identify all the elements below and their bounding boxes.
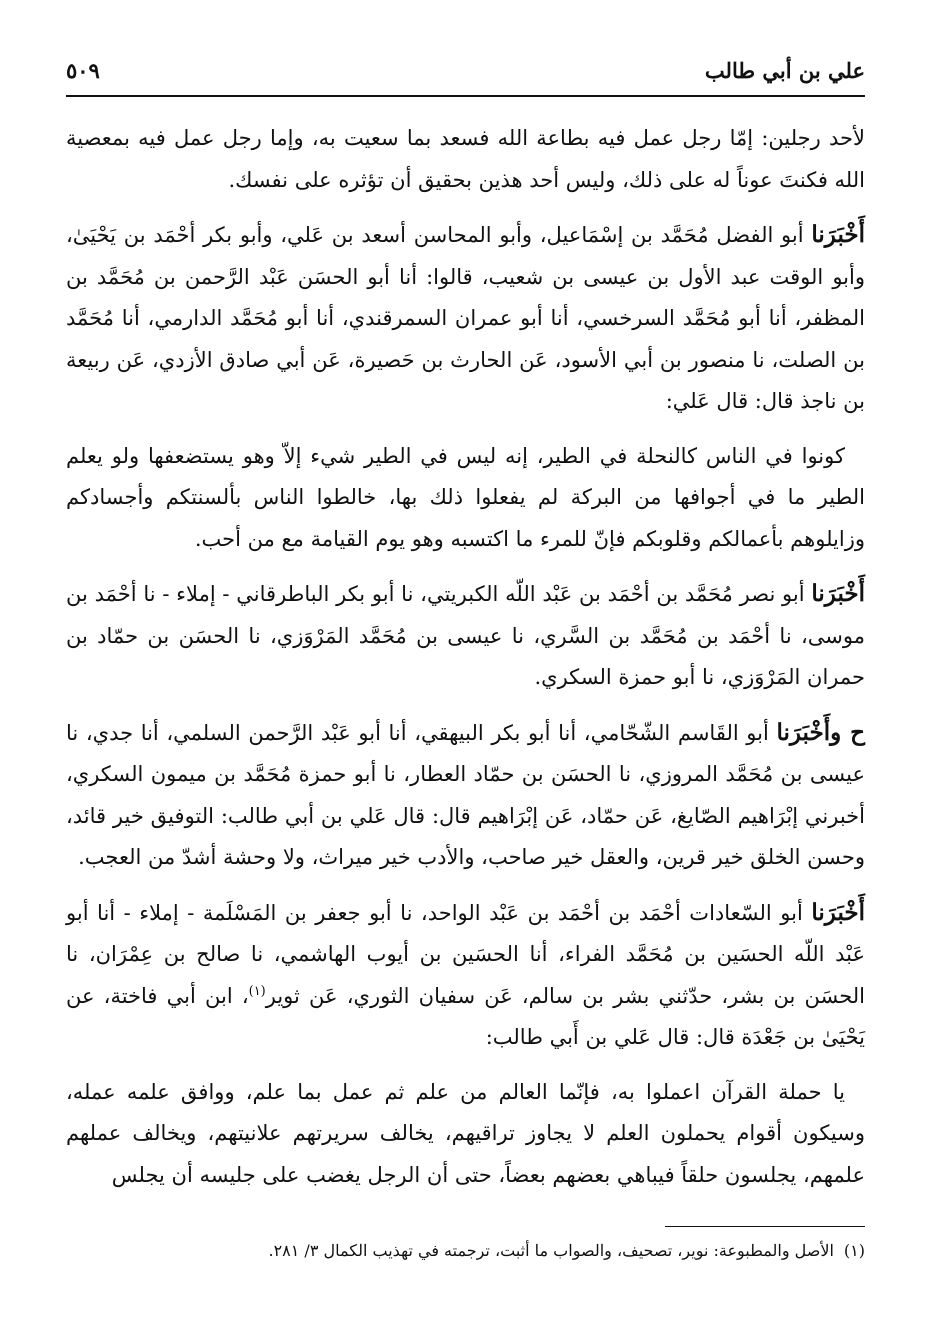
paragraph-lead: أَخْبَرَنا [811, 898, 865, 926]
footnote-text: الأصل والمطبوعة: نوير، تصحيف، والصواب ما أثبت، ترجمته في تهذيب الكمال ٣/ ٢٨١. [268, 1241, 834, 1260]
paragraph-text-continued: ، ابن أبي فاختة، عن يَحْيَىٰ بن جَعْدَة قال: قال عَلي بن أَبي طالب: [66, 983, 865, 1049]
running-title: علي بن أبي طالب [704, 58, 865, 83]
paragraph-2 [66, 214, 865, 423]
body-text [66, 118, 865, 1209]
paragraph-text: يا حملة القرآن اعملوا به، فإنّما العالم من علم ثم عمل بما علم، ووافق علمه عمله، وسيكون أقوام يحملون العلم لا يجاوز تراقيهم، يخالف سريرتهم علانيتهم، ويخالف عملهم علمهم، يجلسون حلقاً فيباهي بعضهم بعضاً، حتى أن الرجل يغضب على جليسه أن يجلس [66, 1079, 865, 1187]
page-header [66, 56, 865, 92]
paragraph-text: أبو السّعادات أحْمَد بن أحْمَد بن عَبْد الواحد، نا أبو جعفر بن المَسْلَمة - إملاء - أنا أبو عَبْد اللّه الحسَين بن مُحَمَّد الفراء، أنا الحسَين بن أيوب الهاشمي، نا صالح بن عِمْرَان، نا الحسَن بن بشر، حدّثني بشر بن سالم، عَن سفيان الثوري، عَن ثوير [66, 900, 865, 1008]
paragraph-7 [66, 1072, 865, 1197]
footnote-number: (١) [843, 1241, 865, 1260]
paragraph-lead: أَخْبَرَنا [811, 221, 865, 248]
footnote-rule [665, 1226, 865, 1227]
paragraph-1 [66, 118, 865, 201]
paragraph-lead: أَخْبَرَنا [811, 580, 865, 607]
paragraph-text: لأحد رجلين: إمّا رجل عمل فيه بطاعة الله فسعد بما سعيت به، وإما رجل عمل فيه بمعصية الله فكنتَ عوناً له على ذلك، وليس أحد هذين بحقيق أن تؤثره على نفسك. [66, 126, 865, 192]
paragraph-6 [66, 892, 865, 1059]
paragraph-text: كونوا في الناس كالنحلة في الطير، إنه ليس في الطير شيء إلاّ وهو يستضعفها ولو يعلم الطير ما في أجوافها من البركة لم يفعلوا ذلك بها، خالطوا الناس بألسنتكم وأجسادكم وزايلوهم بأعمالكم وقلوبكم فإنّ للمرء ما اكتسبه وهو يوم القيامة مع من أحب. [66, 443, 865, 551]
paragraph-5 [66, 712, 865, 879]
paragraph-4 [66, 573, 865, 699]
paragraph-3 [66, 436, 865, 561]
paragraph-text: أبو الفضل مُحَمَّد بن إسْمَاعيل، وأبو المحاسن أسعد بن عَلي، وأبو بكر أحْمَد بن يَحْيَىٰ، وأبو الوقت عبد الأول بن عيسى بن شعيب، قالوا: أنا أبو الحسَن عَبْد الرَّحمن بن مُحَمَّد بن المظفر، أنا أبو مُحَمَّد السرخسي، أنا أبو عمران السمرقندي، أنا أبو مُحَمَّد الدارمي، أنا مُحَمَّد بن الصلت، نا منصور بن أبي الأسود، عَن الحارث بن حَصيرة، عَن أبي صادق الأزدي، عَن ربيعة بن ناجذ قال: قال عَلي: [66, 223, 865, 413]
paragraph-text: أبو نصر مُحَمَّد بن أحْمَد بن عَبْد اللّه الكبريتي، نا أبو بكر الباطرقاني - إملاء - نا أحْمَد بن موسى، نا أحْمَد بن مُحَمَّد بن السَّري، نا عيسى بن مُحَمَّد المَرْوَزي، نا الحسَن بن حمّاد بن حمران المَرْوَزي، نا أبو حمزة السكري. [66, 582, 865, 689]
header-rule [66, 95, 865, 97]
paragraph-text: أبو القَاسم الشّحّامي، أنا أبو بكر البيهقي، أنا أبو عَبْد الرَّحمن السلمي، أنا جدي، نا عيسى بن مُحَمَّد المروزي، نا الحسَن بن حمّاد العطار، نا أبو حمزة مُحَمَّد بن ميمون السكري، أخبرني إبْرَاهيم الصّايغ، عَن حمّاد، عَن إبْرَاهيم قال: قال عَلي بن أبي طالب: التوفيق خير قائد، وحسن الخلق خير قرين، والعقل خير صاحب، والأدب خير ميراث، ولا وحشة أشدّ من العجب. [66, 720, 865, 869]
footnote-marker[interactable]: (١) [248, 983, 266, 999]
paragraph-lead: ح وأَخْبَرَنا [776, 718, 866, 746]
page-number: ٥٠٩ [66, 58, 100, 83]
footnote [66, 1238, 865, 1264]
